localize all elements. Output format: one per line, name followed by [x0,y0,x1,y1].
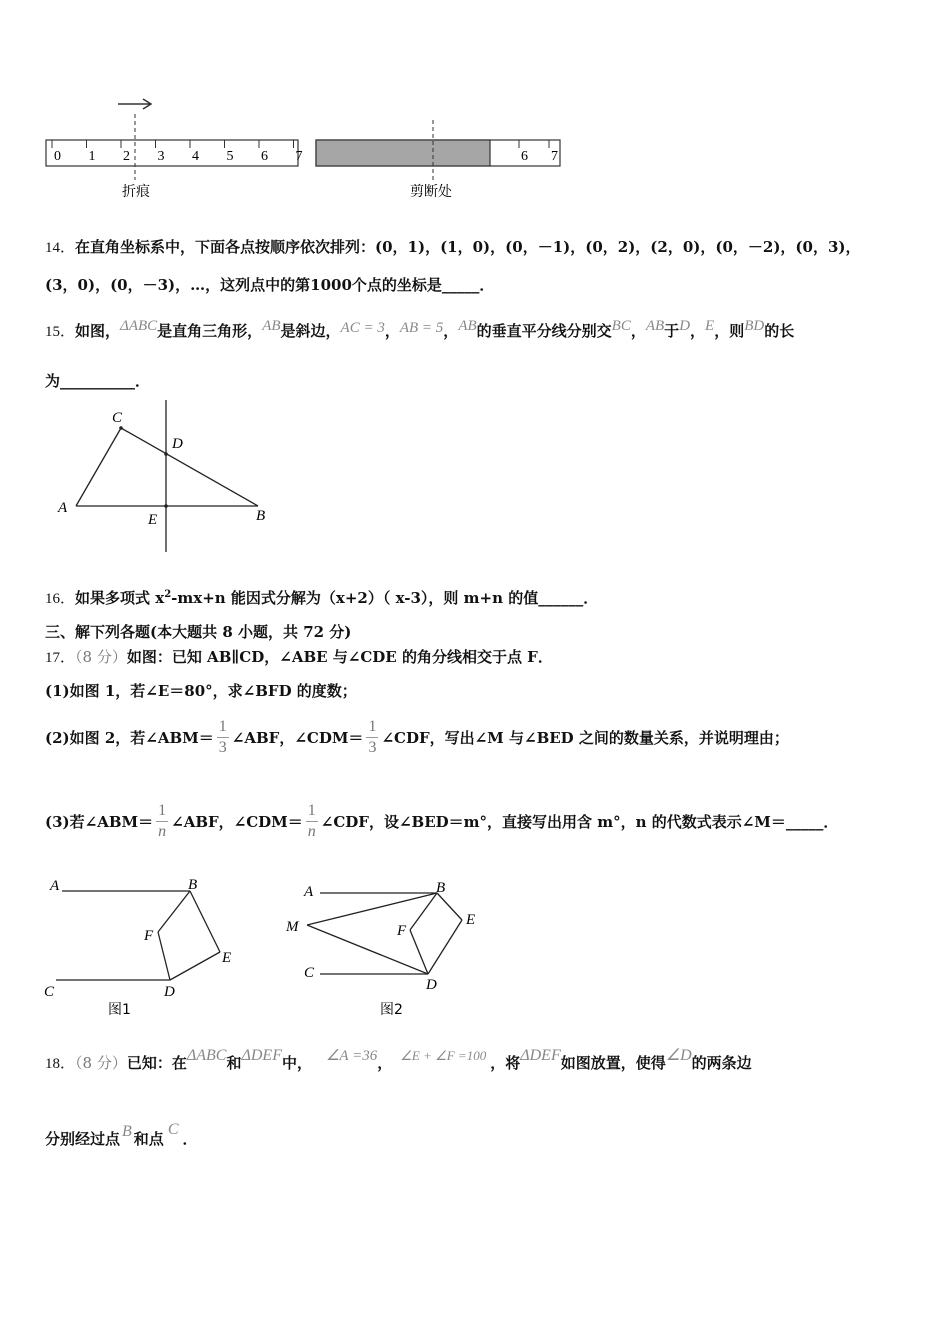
fold-label: 折痕 [122,184,150,200]
segment-md [307,925,428,974]
q15-math-d: D [679,318,691,334]
q17-part2-text: ∠ABF，∠CDM＝ [231,728,364,747]
q14-line2: (3，0)，(0，－3)，…，这列点中的第1000个点的坐标是_____． [45,276,495,294]
cut-label: 剪断处 [410,184,452,200]
segment-ed [428,920,462,974]
q18-number: 18． [45,1056,76,1072]
fraction-denominator: n [307,822,316,840]
q15-math-ab: AB [458,318,477,334]
q15-text: 于 [664,322,680,340]
q18-score: （8 分） [75,1054,127,1072]
q15-math-bc: BC [611,318,631,334]
label-c: C [112,410,123,426]
label-b: B [256,508,266,524]
q18-math-angle-sum: ∠E + ∠F =100 [400,1048,487,1063]
q16-superscript: 2 [164,589,172,600]
q18-math-def: ΔDEF [520,1047,561,1064]
label-e: E [222,950,232,966]
q18-text: ，将 [490,1054,521,1072]
ruler-tick-label: 7 [551,149,558,164]
label-b: B [188,877,198,893]
q15-triangle-figure [50,398,280,558]
q15-math-ab: AB [262,318,281,334]
label-d: D [164,984,175,1000]
q14-text-1: 在直角坐标系中，下面各点按顺序依次排列：(0，1)，(1，0)，(0，－1)，(0，2)，(2，0)，(0，－2)，(0，3)， [75,238,861,256]
q15-number: 15． [45,324,76,340]
q15-math-abc: ΔABC [120,318,158,334]
q16-line [45,587,598,608]
segment-cb [121,428,258,506]
q17-part2-text: (2)如图 2，若∠ABM＝ [45,728,214,747]
q15-text: 是斜边， [280,322,341,340]
fraction-one-over-n [156,801,168,842]
q16-number: 16． [45,591,76,607]
q14-number: 14． [45,240,76,256]
ruler-tick-label: 7 [295,149,303,164]
q17-part3-text: ∠ABF，∠CDM＝ [171,812,303,831]
fraction-denominator: 3 [368,738,377,756]
label-a: A [304,884,314,900]
segment-ed [170,952,220,980]
label-a: A [50,878,60,894]
fraction-one-over-n [306,801,318,842]
q18-text: ． [182,1130,198,1148]
ruler-figure [40,92,570,207]
q15-math-ab: AB [645,318,665,334]
q17-part3-text: (3)若∠ABM＝ [45,812,154,831]
ruler-tick-label: 6 [261,149,268,164]
q17-figure-1 [40,872,250,1022]
q15-math-ac: AC = 3 [340,320,385,336]
q18-math-c: C [167,1121,179,1138]
q18-math-abc: ΔABC [186,1047,227,1064]
q15-text: 如图， [75,322,121,340]
ruler-tick-label: 2 [123,149,130,164]
label-d: D [172,436,183,452]
q18-math-b: B [122,1123,132,1140]
q18-line2 [45,1121,198,1149]
figure-2-caption: 图2 [380,1002,403,1018]
q18-line1 [45,1047,752,1073]
label-e: E [466,912,476,928]
q14-line1 [45,236,861,257]
q16-text: 如果多项式 x [75,589,165,607]
segment-be [437,893,462,920]
q18-text: 已知：在 [126,1054,187,1072]
point-e [164,504,168,508]
q16-text: -mx+n 能因式分解为（x+2）（ x-3），则 m+n 的值______． [171,589,599,607]
q15-math-ab5: AB = 5 [399,320,444,336]
q17-figure-2 [280,872,500,1022]
ruler-tick-label: 5 [226,149,234,164]
q18-text: 和 [226,1054,242,1072]
q18-math-def: ΔDEF [241,1047,282,1064]
q18-text: 分别经过点 [45,1130,121,1148]
section-3-heading: 三、解下列各题(本大题共 8 小题，共 72 分) [45,623,352,641]
label-c: C [304,965,315,981]
q15-math-bd: BD [744,318,765,334]
q15-text: ， [443,322,459,340]
q15-text: ， [384,322,400,340]
segment-fd [158,932,170,980]
q15-text: 的长 [764,322,795,340]
q15-text: 的垂直平分线分别交 [476,322,612,340]
q17-part2 [45,712,789,762]
segment-ac [76,428,121,506]
q17-intro-text: 如图：已知 AB∥CD，∠ABE 与∠CDE 的角分线相交于点 F． [126,648,553,666]
q18-text: 的两条边 [691,1054,752,1072]
fraction-one-third [366,717,378,758]
fraction-numerator: 1 [156,801,168,822]
segment-be [190,891,220,952]
q15-text: ， [690,322,706,340]
figure-1-caption: 图1 [108,1002,131,1018]
q18-math-angle-a: ∠A =36 [325,1048,378,1064]
ruler-tick-label: 6 [521,149,528,164]
label-d: D [426,977,437,993]
ruler-tick-label: 4 [192,149,199,164]
q17-score: （8 分） [75,648,127,666]
q18-text: ， [377,1054,393,1072]
q18-math-angle-d: ∠D [665,1047,692,1064]
q15-text: ，则 [714,322,745,340]
q18-text: 如图放置，使得 [560,1054,666,1072]
label-e: E [148,512,158,528]
q15-line2: 为__________． [45,372,151,390]
q17-part3-text: ∠CDF，设∠BED＝m°，直接写出用含 m°，n 的代数式表示∠M＝_____． [320,812,839,831]
label-b: B [436,880,446,896]
label-f: F [397,923,407,939]
fraction-numerator: 1 [217,717,229,738]
ruler-tick-label: 0 [54,149,61,164]
point-c [119,426,123,430]
segment-bf [158,891,190,932]
ruler-tick-label: 3 [157,149,165,164]
fraction-numerator: 1 [366,717,378,738]
q17-part3 [45,796,838,846]
shaded-part [316,140,490,166]
q15-text: ， [630,322,646,340]
q18-text: 和点 [133,1130,164,1148]
q17-part1: (1)如图 1，若∠E＝80°，求∠BFD 的度数； [45,682,357,700]
q18-text: 中， [281,1054,312,1072]
fraction-one-third [217,717,229,758]
label-c: C [44,984,55,1000]
fraction-numerator: 1 [306,801,318,822]
point-d [164,452,168,456]
q17-part2-text: ∠CDF，写出∠M 与∠BED 之间的数量关系，并说明理由； [381,728,789,747]
q17-intro [45,646,553,667]
ruler-tick-label: 1 [88,149,96,164]
label-a: A [58,500,68,516]
fraction-denominator: 3 [218,738,227,756]
q15-math-e: E [705,318,715,334]
q15-line1 [45,320,794,341]
q15-text: 是直角三角形， [157,322,263,340]
fraction-denominator: n [158,822,167,840]
label-f: F [144,928,154,944]
label-m: M [286,919,299,935]
q17-number: 17． [45,650,76,666]
